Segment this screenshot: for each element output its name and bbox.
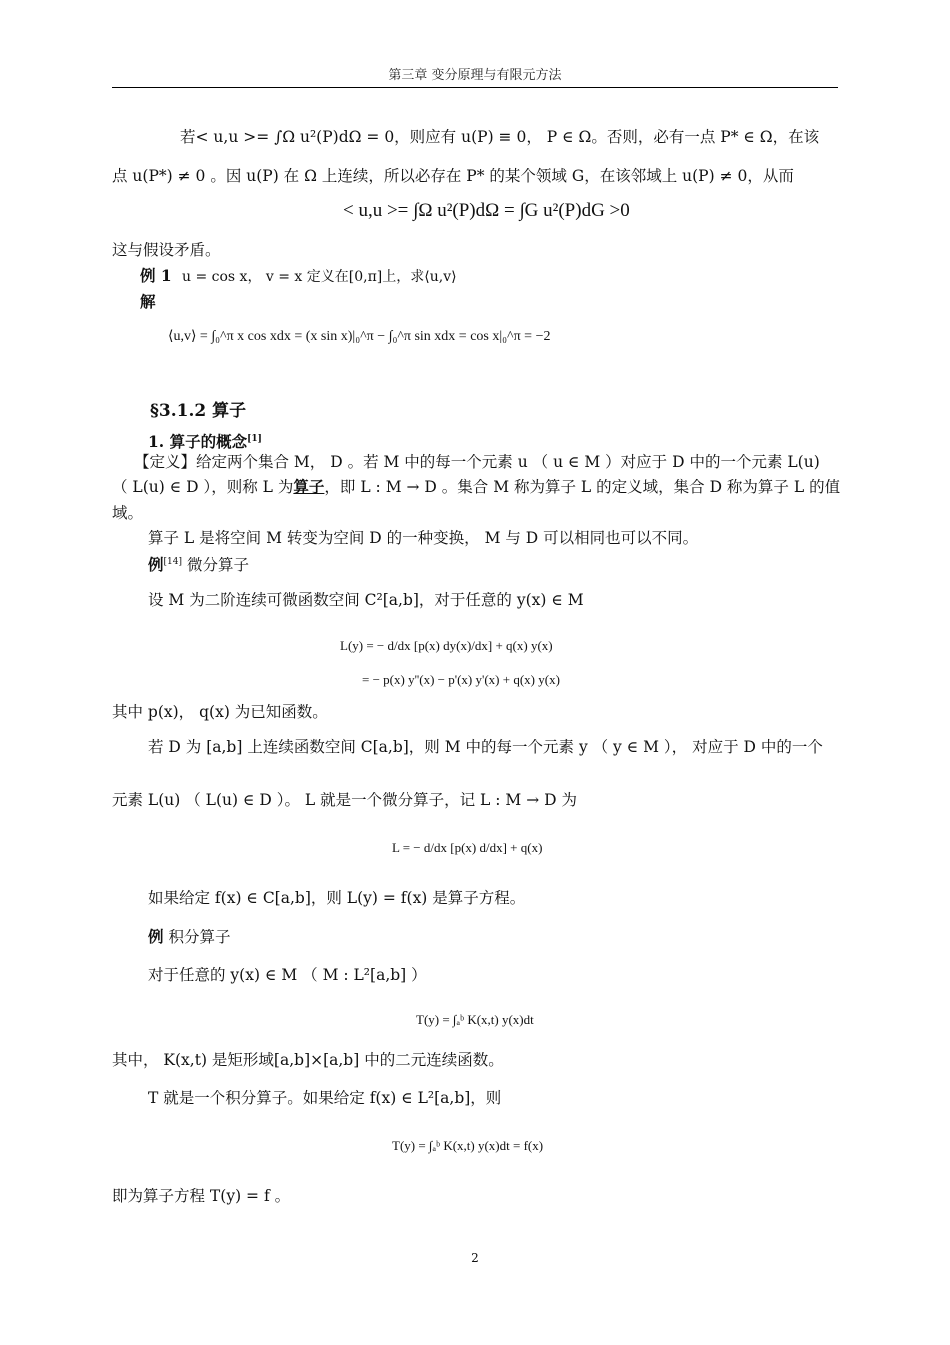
equation-integral-operator: T(y) = ∫ₐᵇ K(x,t) y(x)dt (416, 1012, 534, 1027)
example-label: 例 (148, 555, 164, 575)
paragraph-line: 元素 L(u) （ L(u) ∈ D ）。 L 就是一个微分算子，记 L : M → D 为 (112, 791, 577, 809)
citation-ref: [1] (247, 434, 262, 444)
paragraph-line: 这与假设矛盾。 (112, 241, 221, 259)
paragraph-line: 算子 L 是将空间 M 转变为空间 D 的一种变换， M 与 D 可以相同也可以不同。 (148, 529, 699, 547)
definition-line: ，即 L : M → D 。集合 M 称为算子 L 的定义域，集合 D 称为算子 L 的值 (324, 478, 841, 496)
equation-differential-operator-expanded: = − p(x) y''(x) − p'(x) y'(x) + q(x) y(x) (362, 672, 560, 687)
example-title: 微分算子 (186, 556, 249, 575)
page-number: 2 (471, 1251, 479, 1265)
paragraph-line: 其中， K(x,t) 是矩形域[a,b]×[a,b] 中的二元连续函数。 (112, 1051, 504, 1069)
equation-example-solution: ⟨u,v⟩ = ∫₀^π x cos xdx = (x sin x)|₀^π − ∫₀^π sin xdx = cos x|₀^π = −2 (168, 329, 551, 344)
equation-differential-operator: L(y) = − d/dx [p(x) dy(x)/dx] + q(x) y(x) (340, 638, 553, 653)
example-title: 积分算子 (168, 928, 231, 946)
paragraph-line: 点 u(P*) ≠ 0 。因 u(P) 在 Ω 上连续，所以必存在 P* 的某个领域 G，在该邻域上 u(P) ≠ 0，从而 (112, 167, 794, 185)
paragraph-line: T 就是一个积分算子。如果给定 f(x) ∈ L²[a,b]，则 (148, 1089, 502, 1107)
solution-label: 解 (140, 292, 156, 311)
paragraph-line: 如果给定 f(x) ∈ C[a,b]，则 L(y) = f(x) 是算子方程。 (148, 889, 526, 907)
paragraph-line: 即为算子方程 T(y) = f 。 (112, 1187, 291, 1205)
example-label: 例 (148, 927, 164, 946)
section-heading: §3.1.2 算子 (150, 401, 247, 421)
paragraph-line: 设 M 为二阶连续可微函数空间 C²[a,b]，对于任意的 y(x) ∈ M (148, 591, 584, 609)
header-rule (112, 87, 838, 88)
equation-inner-product: < u,u >= ∫Ω u²(P)dΩ = ∫G u²(P)dG >0 (343, 200, 630, 221)
paragraph-line: 对于任意的 y(x) ∈ M （ M : L²[a,b] ） (148, 966, 427, 984)
example-text: u = cos x， v = x 定义在[0,π]上，求⟨u,v⟩ (182, 269, 457, 285)
definition-line: 域。 (112, 504, 144, 522)
definition-line: 【定义】给定两个集合 M， D 。若 M 中的每一个元素 u （ u ∈ M ）对应于 D 中的一个元素 L(u) (134, 453, 820, 471)
paragraph-line: 若< u,u >= ∫Ω u²(P)dΩ = 0，则应有 u(P) ≡ 0， P ∈ Ω。否则，必有一点 P* ∈ Ω，在该 (180, 128, 820, 146)
running-header: 第三章 变分原理与有限元方法 (388, 68, 562, 83)
paragraph-line: 若 D 为 [a,b] 上连续函数空间 C[a,b]，则 M 中的每一个元素 y （ y ∈ M ）， 对应于 D 中的一个 (148, 738, 823, 756)
subsection-heading: 1. 算子的概念 (148, 432, 248, 452)
defined-term: 算子 (293, 477, 325, 496)
equation-operator-definition: L = − d/dx [p(x) d/dx] + q(x) (392, 840, 543, 855)
definition-line: （ L(u) ∈ D ），则称 L 为 (112, 478, 294, 496)
paragraph-line: 其中 p(x)， q(x) 为已知函数。 (112, 703, 328, 721)
example-label: 例 1 (140, 266, 172, 285)
equation-operator-equation: T(y) = ∫ₐᵇ K(x,t) y(x)dt = f(x) (392, 1138, 544, 1153)
citation-ref: [14] (163, 557, 182, 567)
